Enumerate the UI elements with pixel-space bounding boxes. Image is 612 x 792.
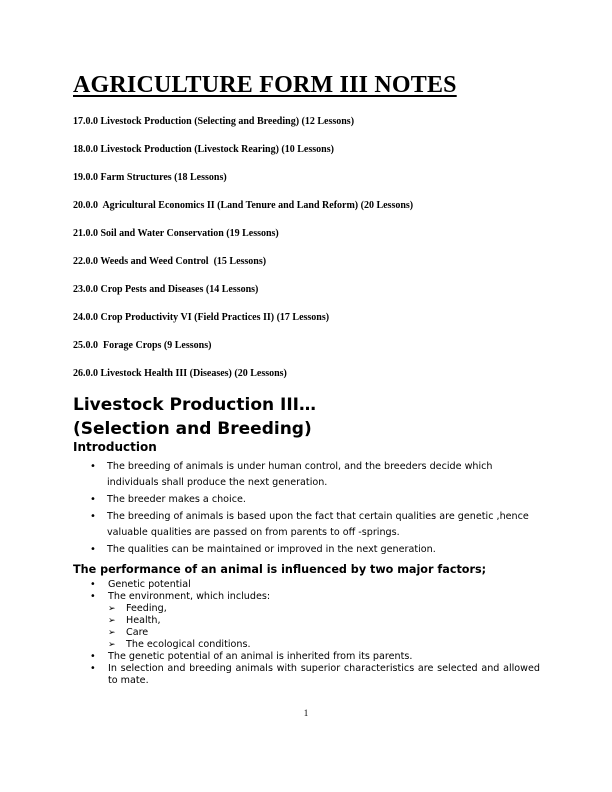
list-item — [90, 591, 540, 651]
list-item: • The genetic potential of an animal is inherited from its parents. — [90, 651, 540, 663]
environment-label: The environment, which includes: — [108, 591, 271, 602]
list-item: • The breeder makes a choice. — [73, 492, 533, 508]
environment-sub-list — [108, 603, 540, 651]
section-heading — [73, 393, 316, 441]
lesson-item: 22.0.0 Weeds and Weed Control (15 Lessons) — [73, 256, 267, 267]
lesson-item: 25.0.0 Forage Crops (9 Lessons) — [73, 340, 212, 351]
lesson-item: 17.0.0 Livestock Production (Selecting and Breeding) (12 Lessons) — [73, 116, 355, 127]
list-item: • Genetic potential — [90, 579, 540, 591]
section-heading-line-2: (Selection and Breeding) — [73, 419, 312, 439]
lesson-item: 19.0.0 Farm Structures (18 Lessons) — [73, 172, 227, 183]
introduction-bullet-list — [73, 459, 533, 559]
list-item: • The breeding of animals is based upon the fact that certain qualities are genetic ,hence valuable qualities are passed on from parents to off -springs. — [73, 509, 533, 541]
lesson-item: 24.0.0 Crop Productivity VI (Field Practices II) (17 Lessons) — [73, 312, 330, 323]
lessons-list — [73, 115, 413, 395]
page-number: 1 — [303, 708, 309, 718]
lesson-item: 21.0.0 Soil and Water Conservation (19 Lessons) — [73, 228, 279, 239]
list-item: • In selection and breeding animals with superior characteristics are selected and allowed to mate. — [90, 663, 540, 687]
lesson-item: 23.0.0 Crop Pests and Diseases (14 Lessons) — [73, 284, 259, 295]
sub-list-item: ➢ Health, — [108, 615, 540, 627]
factors-bullet-list — [90, 579, 540, 687]
lesson-item: 20.0.0 Agricultural Economics II (Land Tenure and Land Reform) (20 Lessons) — [73, 200, 414, 211]
page-title: AGRICULTURE FORM III NOTES — [73, 72, 457, 98]
factors-heading: The performance of an animal is influenced by two major factors; — [73, 563, 487, 576]
sub-list-item: ➢ The ecological conditions. — [108, 639, 540, 651]
list-item: • The qualities can be maintained or improved in the next generation. — [73, 542, 533, 558]
section-heading-line-1: Livestock Production III… — [73, 395, 316, 415]
introduction-subheading: Introduction — [73, 440, 157, 454]
lesson-item: 18.0.0 Livestock Production (Livestock Rearing) (10 Lessons) — [73, 144, 334, 155]
sub-list-item: ➢ Care — [108, 627, 540, 639]
lesson-item: 26.0.0 Livestock Health III (Diseases) (20 Lessons) — [73, 368, 287, 379]
list-item: • The breeding of animals is under human control, and the breeders decide which individuals shall produce the next generation. — [73, 459, 533, 491]
sub-list-item: ➢ Feeding, — [108, 603, 540, 615]
